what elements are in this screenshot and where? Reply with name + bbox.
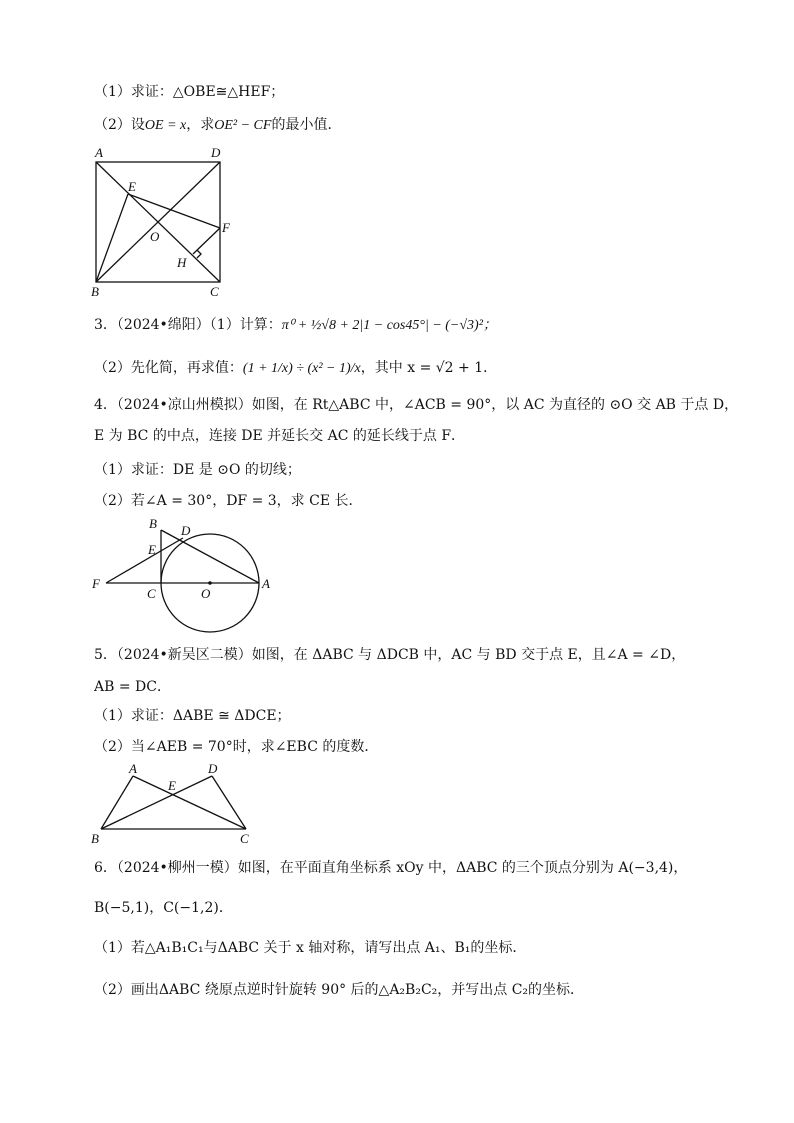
p4-label-b: B <box>149 516 157 531</box>
p2-q2-suffix: 的最小值． <box>271 117 342 133</box>
p2-right-angle-mark <box>197 250 201 258</box>
p2-q2-mid: ，求 <box>186 117 215 133</box>
p4-circle-o <box>161 534 259 632</box>
p4-label-d: D <box>181 523 191 538</box>
p6-line-2: B(−5,1)，C(−1,2)． <box>94 900 233 916</box>
p5-label-c: C <box>240 831 249 846</box>
p3-q2-prefix: （2）先化简，再求值： <box>94 360 243 376</box>
p5-label-e: E <box>168 778 176 793</box>
p2-label-d: D <box>211 145 221 160</box>
p2-q2-var: OE = x <box>144 118 187 133</box>
p3-q2-expression: (1 + 1/x) ÷ (x² − 1)/x <box>242 361 361 376</box>
p4-line-2: E 为 BC 的中点，连接 DE 并延长交 AC 的延长线于点 F． <box>94 428 466 444</box>
p2-label-e: E <box>128 179 136 194</box>
p5-label-a: A <box>129 761 137 776</box>
p2-label-c: C <box>210 284 219 299</box>
p6-line-1: 6．（2024•柳州一模）如图，在平面直角坐标系 xOy 中，ΔABC 的三个顶点分别为 A(−3,4)， <box>94 860 688 876</box>
p5-line-1: 5．（2024•新吴区二模）如图，在 ΔABC 与 ΔDCB 中，AC 与 BD 交于点 E，且∠A = ∠D， <box>94 647 686 663</box>
p2-segment-be <box>96 194 128 282</box>
p2-label-o: O <box>150 229 160 244</box>
p3-question-1 <box>94 315 497 336</box>
p3-header: 3．（2024•绵阳）（1）计算： <box>94 317 282 333</box>
p2-question-2 <box>94 115 341 136</box>
p4-label-f: F <box>92 576 100 591</box>
p4-line-1: 4．（2024•凉山州模拟）如图，在 Rt△ABC 中，∠ACB = 90°，以 AC 为直径的 ⊙O 交 AB 于点 D， <box>94 397 739 413</box>
p2-segment-fh <box>193 228 220 254</box>
p3-question-2 <box>94 358 497 379</box>
p5-question-2: （2）当∠AEB = 70°时，求∠EBC 的度数． <box>94 739 379 755</box>
p2-label-f: F <box>222 220 230 235</box>
p2-label-b: B <box>91 284 99 299</box>
p2-segment-ef <box>128 194 220 228</box>
p2-label-a: A <box>95 145 103 160</box>
p6-question-2: （2）画出ΔABC 绕原点逆时针旋转 90° 后的△A₂B₂C₂，并写出点 C₂的坐标． <box>94 982 585 998</box>
p4-question-1: （1）求证：DE 是 ⊙O 的切线； <box>94 462 301 478</box>
p2-square <box>96 162 220 282</box>
p5-segment-ba <box>101 776 133 829</box>
p5-segment-bd <box>101 776 212 829</box>
p2-label-h: H <box>177 255 187 270</box>
p6-question-1: （1）若△A₁B₁C₁与ΔABC 关于 x 轴对称，请写出点 A₁、B₁的坐标． <box>94 940 527 956</box>
p5-line-2: AB = DC． <box>94 679 171 695</box>
p3-expression: π⁰ + ½√8 + 2|1 − cos45°| − (−√3)²； <box>281 318 497 333</box>
p2-diagonal-bd <box>96 162 220 282</box>
p5-segment-ac <box>133 776 246 829</box>
p5-label-d: D <box>208 761 218 776</box>
p5-label-b: B <box>91 831 99 846</box>
p2-q2-expr: OE² − CF <box>214 118 272 133</box>
p3-q2-suffix: ，其中 x = √2 + 1． <box>360 360 498 376</box>
p4-label-e: E <box>148 542 156 557</box>
p4-segment-ba <box>161 530 259 583</box>
p4-label-c: C <box>147 586 156 601</box>
p4-segment-fd <box>106 538 183 583</box>
p4-label-o: O <box>201 586 211 601</box>
p5-question-1: （1）求证：ΔABE ≅ ΔDCE； <box>94 708 291 724</box>
p2-diagonal-ac <box>96 162 220 282</box>
p5-segment-dc <box>212 776 246 829</box>
p2-q2-prefix: （2）设 <box>94 117 145 133</box>
p4-label-a: A <box>262 576 270 591</box>
p2-question-1: （1）求证：△OBE≅△HEF； <box>94 84 285 100</box>
p4-center-dot <box>208 581 212 585</box>
p4-question-2: （2）若∠A = 30°，DF = 3，求 CE 长． <box>94 493 363 509</box>
